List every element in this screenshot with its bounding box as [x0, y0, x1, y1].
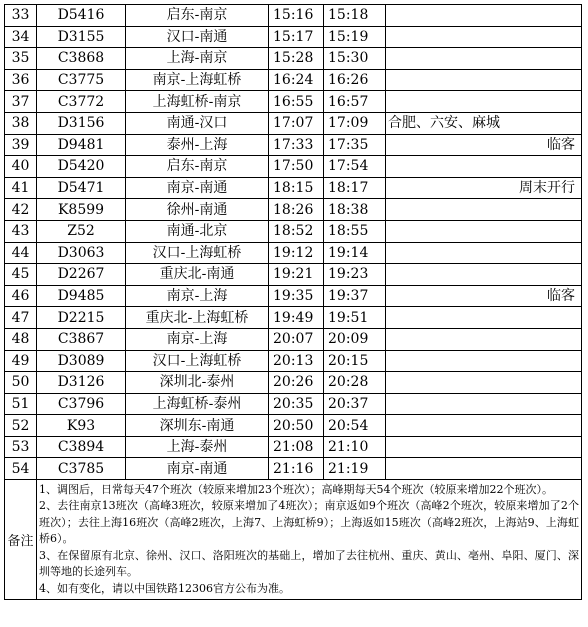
row-note — [386, 199, 582, 221]
arrival-time: 17:33 — [269, 134, 324, 156]
departure-time: 18:17 — [324, 177, 386, 199]
row-note: 周末开行 — [386, 177, 582, 199]
train-number: K93 — [37, 415, 126, 437]
arrival-time: 18:26 — [269, 199, 324, 221]
departure-time: 20:15 — [324, 350, 386, 372]
train-number: D5471 — [37, 177, 126, 199]
train-number: D3126 — [37, 372, 126, 394]
row-note — [386, 220, 582, 242]
arrival-time: 15:28 — [269, 48, 324, 70]
row-number: 54 — [5, 458, 37, 480]
table-row — [5, 393, 582, 415]
table-row — [5, 199, 582, 221]
table-row — [5, 220, 582, 242]
row-note — [386, 242, 582, 264]
route: 南京-上海虹桥 — [126, 69, 269, 91]
arrival-time: 20:13 — [269, 350, 324, 372]
row-number: 48 — [5, 328, 37, 350]
arrival-time: 20:35 — [269, 393, 324, 415]
departure-time: 21:10 — [324, 436, 386, 458]
train-number: D9481 — [37, 134, 126, 156]
departure-time: 17:35 — [324, 134, 386, 156]
train-number: C3785 — [37, 458, 126, 480]
row-number: 47 — [5, 307, 37, 329]
route: 深圳北-泰州 — [126, 372, 269, 394]
row-number: 33 — [5, 5, 37, 27]
row-note — [386, 69, 582, 91]
route: 南京-南通 — [126, 177, 269, 199]
row-note — [386, 5, 582, 27]
train-number: D3063 — [37, 242, 126, 264]
table-row — [5, 91, 582, 113]
train-number: C3894 — [37, 436, 126, 458]
table-row — [5, 328, 582, 350]
row-number: 45 — [5, 264, 37, 286]
arrival-time: 19:35 — [269, 285, 324, 307]
table-row — [5, 134, 582, 156]
train-number: D5416 — [37, 5, 126, 27]
arrival-time: 17:50 — [269, 156, 324, 178]
row-note — [386, 307, 582, 329]
departure-time: 16:26 — [324, 69, 386, 91]
row-note — [386, 328, 582, 350]
route: 南京-南通 — [126, 458, 269, 480]
departure-time: 17:54 — [324, 156, 386, 178]
departure-time: 20:37 — [324, 393, 386, 415]
row-note — [386, 264, 582, 286]
row-note — [386, 393, 582, 415]
table-row — [5, 285, 582, 307]
route: 启东-南京 — [126, 156, 269, 178]
row-note — [386, 156, 582, 178]
row-number: 41 — [5, 177, 37, 199]
row-number: 42 — [5, 199, 37, 221]
arrival-time: 18:52 — [269, 220, 324, 242]
table-row — [5, 26, 582, 48]
row-note: 临客 — [386, 285, 582, 307]
train-number: D5420 — [37, 156, 126, 178]
departure-time: 15:19 — [324, 26, 386, 48]
row-number: 51 — [5, 393, 37, 415]
table-row — [5, 307, 582, 329]
arrival-time: 20:26 — [269, 372, 324, 394]
route: 南京-上海 — [126, 285, 269, 307]
departure-time: 20:09 — [324, 328, 386, 350]
arrival-time: 16:55 — [269, 91, 324, 113]
notes-label: 备注 — [5, 480, 37, 600]
row-number: 46 — [5, 285, 37, 307]
train-number: D3155 — [37, 26, 126, 48]
row-note — [386, 48, 582, 70]
route: 重庆北-南通 — [126, 264, 269, 286]
route: 上海-泰州 — [126, 436, 269, 458]
table-row — [5, 156, 582, 178]
route: 深圳东-南通 — [126, 415, 269, 437]
departure-time: 19:51 — [324, 307, 386, 329]
arrival-time: 17:07 — [269, 112, 324, 134]
departure-time: 19:14 — [324, 242, 386, 264]
table-row — [5, 372, 582, 394]
table-row — [5, 112, 582, 134]
row-note — [386, 436, 582, 458]
route: 启东-南京 — [126, 5, 269, 27]
table-row — [5, 350, 582, 372]
route: 汉口-上海虹桥 — [126, 350, 269, 372]
route: 上海虹桥-南京 — [126, 91, 269, 113]
route: 上海虹桥-泰州 — [126, 393, 269, 415]
arrival-time: 20:07 — [269, 328, 324, 350]
train-number: D9485 — [37, 285, 126, 307]
route: 南通-北京 — [126, 220, 269, 242]
table-row — [5, 264, 582, 286]
route: 汉口-上海虹桥 — [126, 242, 269, 264]
row-note — [386, 415, 582, 437]
arrival-time: 21:16 — [269, 458, 324, 480]
note-item: 2、去往南京13班次（高峰3班次，较原来增加了4班次）；南京返如9个班次（高峰2个班次，较原来增加了2个班次）；去往上海16班次（高峰2班次，上海7、上海虹桥9）；上海返如15班次（高峰2班次，上海站9、上海虹桥6）。 — [39, 499, 579, 546]
row-note: 临客 — [386, 134, 582, 156]
row-number: 37 — [5, 91, 37, 113]
train-number: D2267 — [37, 264, 126, 286]
route: 汉口-南通 — [126, 26, 269, 48]
train-number: C3772 — [37, 91, 126, 113]
departure-time: 20:28 — [324, 372, 386, 394]
route: 泰州-上海 — [126, 134, 269, 156]
departure-time: 15:30 — [324, 48, 386, 70]
arrival-time: 19:49 — [269, 307, 324, 329]
row-number: 35 — [5, 48, 37, 70]
row-number: 38 — [5, 112, 37, 134]
row-note — [386, 372, 582, 394]
departure-time: 18:38 — [324, 199, 386, 221]
note-item: 1、调图后，日常每天47个班次（较原来增加23个班次）；高峰期每天54个班次（较原来增加22个班次）。 — [39, 483, 553, 497]
notes-body — [37, 480, 582, 600]
schedule-rows — [5, 5, 582, 480]
arrival-time: 15:16 — [269, 5, 324, 27]
route: 徐州-南通 — [126, 199, 269, 221]
train-number: C3775 — [37, 69, 126, 91]
row-number: 53 — [5, 436, 37, 458]
note-item: 4、如有变化，请以中国铁路12306官方公布为准。 — [39, 581, 290, 595]
route: 南通-汉口 — [126, 112, 269, 134]
route: 上海-南京 — [126, 48, 269, 70]
table-row — [5, 458, 582, 480]
table-row — [5, 436, 582, 458]
departure-time: 15:18 — [324, 5, 386, 27]
departure-time: 21:19 — [324, 458, 386, 480]
row-note — [386, 458, 582, 480]
route: 南京-上海 — [126, 328, 269, 350]
row-number: 43 — [5, 220, 37, 242]
row-note — [386, 350, 582, 372]
table-row — [5, 5, 582, 27]
train-number: C3867 — [37, 328, 126, 350]
arrival-time: 18:15 — [269, 177, 324, 199]
row-number: 36 — [5, 69, 37, 91]
route: 重庆北-上海虹桥 — [126, 307, 269, 329]
table-row — [5, 177, 582, 199]
notes-row — [5, 480, 582, 600]
train-number: Z52 — [37, 220, 126, 242]
departure-time: 17:09 — [324, 112, 386, 134]
arrival-time: 15:17 — [269, 26, 324, 48]
train-number: D2215 — [37, 307, 126, 329]
train-schedule-table — [4, 4, 582, 600]
row-note — [386, 91, 582, 113]
table-row — [5, 415, 582, 437]
row-number: 52 — [5, 415, 37, 437]
arrival-time: 20:50 — [269, 415, 324, 437]
departure-time: 18:55 — [324, 220, 386, 242]
arrival-time: 16:24 — [269, 69, 324, 91]
departure-time: 16:57 — [324, 91, 386, 113]
note-item: 3、在保留原有北京、徐州、汉口、洛阳班次的基础上，增加了去往杭州、重庆、黄山、亳州、阜阳、厦门、深圳等地的长途列车。 — [39, 548, 579, 579]
train-number: K8599 — [37, 199, 126, 221]
train-number: D3089 — [37, 350, 126, 372]
row-number: 50 — [5, 372, 37, 394]
departure-time: 19:23 — [324, 264, 386, 286]
arrival-time: 19:21 — [269, 264, 324, 286]
train-number: D3156 — [37, 112, 126, 134]
train-number: C3868 — [37, 48, 126, 70]
arrival-time: 19:12 — [269, 242, 324, 264]
departure-time: 20:54 — [324, 415, 386, 437]
departure-time: 19:37 — [324, 285, 386, 307]
row-number: 40 — [5, 156, 37, 178]
row-note — [386, 26, 582, 48]
table-row — [5, 242, 582, 264]
row-note: 合肥、六安、麻城 — [386, 112, 582, 134]
arrival-time: 21:08 — [269, 436, 324, 458]
row-number: 39 — [5, 134, 37, 156]
row-number: 44 — [5, 242, 37, 264]
row-number: 34 — [5, 26, 37, 48]
train-number: C3796 — [37, 393, 126, 415]
row-number: 49 — [5, 350, 37, 372]
table-row — [5, 69, 582, 91]
table-row — [5, 48, 582, 70]
